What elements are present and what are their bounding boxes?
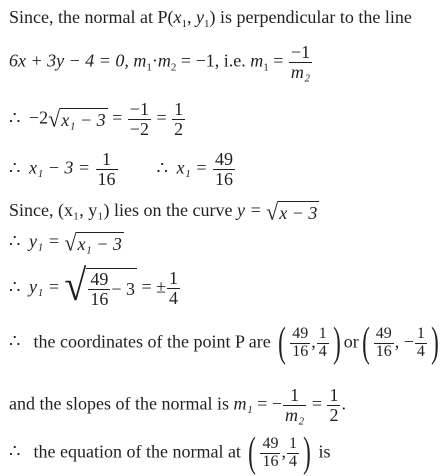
numerator: −1 [129, 99, 149, 119]
sub: 1 [263, 61, 269, 74]
numerator: 1 [169, 268, 179, 288]
var-m: m [250, 50, 264, 71]
line-equation-of-normal [9, 429, 331, 476]
denominator: 4 [318, 342, 327, 360]
left-paren: ( [278, 319, 287, 366]
line-y1-value [9, 260, 181, 310]
equation: y = [237, 200, 267, 221]
numerator: 49 [90, 269, 109, 289]
denominator: 16 [97, 168, 116, 189]
radical-sign: √ [64, 229, 77, 256]
denominator: 16 [90, 288, 109, 309]
text: Since, (x₁, y₁) lies on the curve [9, 200, 237, 221]
comma: , [281, 441, 286, 462]
sub: 1 [203, 18, 210, 30]
therefore-symbol: ∴ [9, 331, 21, 352]
square-root [266, 198, 319, 225]
numerator: 1 [288, 435, 297, 452]
text: Since, the normal at P( [9, 7, 174, 27]
fraction [96, 150, 118, 189]
equals: = [307, 393, 327, 414]
therefore-symbol: ∴ [9, 231, 21, 252]
equation-line: 6x + 3y − 4 = 0, [9, 50, 134, 71]
numerator: 49 [375, 325, 392, 342]
coefficient: −2 [29, 107, 49, 128]
fraction [287, 436, 299, 471]
radicand [86, 268, 137, 309]
radicand: x₁ − 3 [77, 234, 122, 254]
fraction [289, 43, 312, 82]
numerator: 49 [214, 149, 233, 169]
fraction [128, 100, 151, 139]
var-m: m [157, 50, 171, 71]
denominator: 4 [416, 342, 425, 360]
dot: · [151, 50, 158, 71]
equation: x₁ − 3 = [29, 157, 95, 178]
fraction [172, 100, 185, 139]
text: the equation of the normal at [29, 441, 246, 462]
equals: = [151, 107, 172, 128]
comma: , [311, 331, 316, 352]
text: the coordinates of the point P are [29, 331, 276, 352]
text: = −1, i.e. [176, 50, 251, 71]
denominator: −2 [129, 118, 149, 139]
sub: 1 [181, 18, 187, 30]
minus-three: − 3 [111, 279, 136, 300]
left-paren: ( [361, 319, 370, 366]
denominator: 16 [262, 452, 279, 470]
radical-sign: √ [64, 260, 87, 310]
text: is [313, 441, 331, 462]
equals-minus: = − [252, 393, 283, 414]
fraction [88, 270, 110, 309]
denominator: 2 [174, 118, 184, 139]
radicand: x − 3 [279, 203, 318, 223]
or-text: or [343, 331, 359, 352]
numerator: 1 [329, 385, 339, 405]
line-coordinates-of-p [9, 319, 442, 366]
left-paren: ( [248, 429, 257, 476]
right-paren: ) [332, 319, 341, 366]
text: and the slopes of the normal is [9, 393, 234, 414]
line-slope-equation [9, 100, 186, 139]
numerator: 1 [416, 325, 425, 342]
numerator: 49 [292, 325, 309, 342]
line-slope-of-normal [9, 386, 346, 425]
text: ) is perpendicular to the line [209, 7, 412, 27]
fraction [415, 326, 427, 361]
denominator: 16 [214, 168, 233, 189]
equation: y₁ = [29, 231, 65, 252]
square-root [64, 229, 123, 256]
var-m1: m₁ [233, 393, 253, 414]
denominator: 2 [329, 404, 339, 425]
radical-sign: √ [48, 105, 61, 132]
fraction [283, 386, 306, 425]
line-x1-solution [9, 150, 236, 189]
square-root [48, 105, 107, 132]
fraction [213, 150, 235, 189]
line-y1-expression [9, 229, 124, 256]
radical-sign: √ [266, 198, 279, 225]
plus-minus: = ± [137, 276, 167, 297]
numerator: 1 [96, 150, 118, 170]
fraction [327, 386, 340, 425]
numerator: −1 [289, 43, 312, 63]
numerator: 49 [262, 435, 279, 452]
equals: = [107, 107, 127, 128]
therefore-symbol: ∴ [9, 157, 21, 178]
denominator: 4 [288, 452, 297, 470]
therefore-symbol: ∴ [9, 276, 21, 297]
right-paren: ) [431, 319, 439, 366]
line-curve [9, 198, 319, 225]
numerator: 1 [174, 99, 184, 119]
therefore-symbol: ∴ [9, 107, 21, 128]
fraction [374, 326, 394, 361]
equation: y₁ = [29, 276, 65, 297]
fraction [317, 326, 329, 361]
comma: , [186, 7, 196, 27]
denominator: 16 [292, 342, 309, 360]
equation: x₁ = [176, 157, 212, 178]
fraction [260, 436, 280, 471]
fraction [167, 269, 180, 308]
var-y: y [195, 7, 204, 27]
right-paren: ) [303, 429, 311, 476]
denominator: 4 [169, 287, 179, 308]
line-normal-perpendicular [9, 7, 412, 30]
denominator: m₂ [285, 404, 305, 425]
radicand: x₁ − 3 [61, 110, 106, 131]
denominator: m₂ [290, 61, 311, 82]
line-slope-product [9, 43, 313, 82]
fraction [290, 326, 310, 361]
therefore-symbol: ∴ [156, 157, 168, 178]
comma-minus: , − [394, 331, 414, 352]
period: . [341, 393, 346, 414]
numerator: 1 [318, 325, 327, 342]
sub: 1 [146, 61, 152, 74]
numerator: 1 [283, 386, 306, 406]
equals: = [268, 50, 288, 71]
var-x: x [173, 7, 182, 27]
square-root [64, 260, 137, 310]
therefore-symbol: ∴ [9, 441, 21, 462]
var-m: m [133, 50, 147, 71]
denominator: 16 [375, 342, 392, 360]
sub: 2 [170, 61, 177, 74]
